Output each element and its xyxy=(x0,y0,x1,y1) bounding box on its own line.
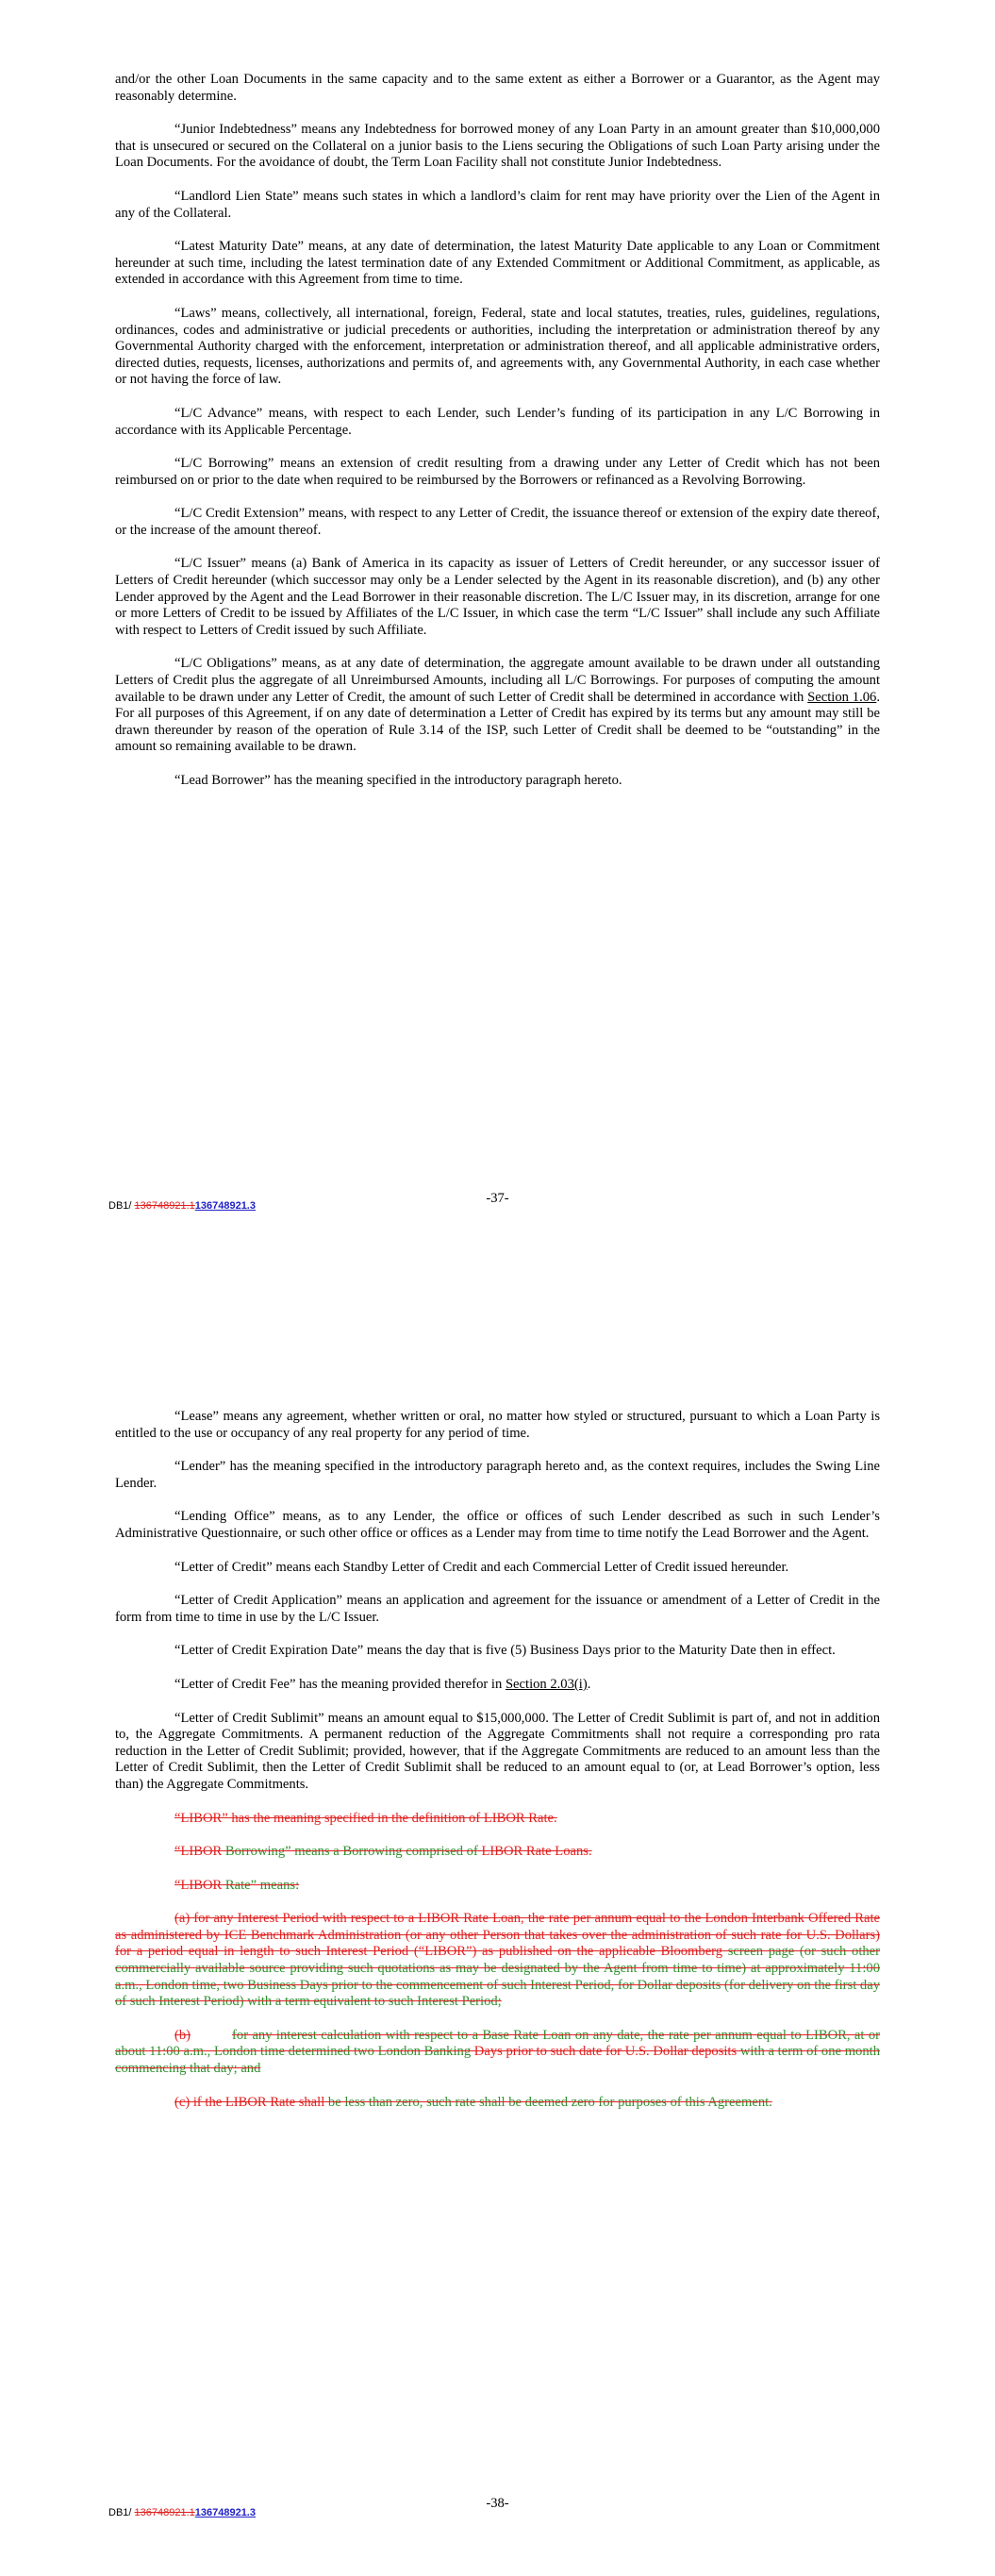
definition-lc-sublimit: “Letter of Credit Sublimit” means an amount equal to $15,000,000. The Letter of Credit Sublimit is part of, and not in addition to, the Aggregate Commitments. A permanent reduction of the Aggregate Commitments shall not require a corresponding pro rata reduction in the Letter of Credit Sublimit; provided, however, that if the Aggregate Commitments are reduced to an amount less than the Letter of Credit Sublimit, then the Letter of Credit Sublimit shall be reduced to an amount equal to (or, at Lead Borrower’s option, less than) the Aggregate Commitments. xyxy=(115,1710,880,1792)
definition-lc-application: “Letter of Credit Application” means an application and agreement for the issuance or amendment of a Letter of Credit in the form from time to time in use by the L/C Issuer. xyxy=(115,1593,880,1625)
page-38-body xyxy=(115,1409,880,2111)
deleted-clause-c xyxy=(115,2095,880,2112)
doc-prefix: DB1/ xyxy=(108,1200,135,1212)
lc-obligations-text-2: . For all purposes of this Agreement, if on any date of determination a Letter of Credit has expired by its terms but any amount may still be drawn thereunder by reason of the operation of Rule 3.14 of the ISP, such Letter of Credit shall be deemed to be “outstanding” in the amount so remaining available to be drawn. xyxy=(115,689,880,755)
doc-id-deleted: 136748921.1 xyxy=(134,1200,195,1212)
document-id xyxy=(108,2507,256,2518)
deleted-libor-definition: “LIBOR” has the meaning specified in the definition of LIBOR Rate. xyxy=(174,1810,557,1826)
definition-lc-borrowing: “L/C Borrowing” means an extension of credit resulting from a drawing under any Letter of Credit which has not been reimbursed on or prior to the date when required to be reimbursed by the Borrowers or refinanced as a Revolving Borrowing. xyxy=(115,456,880,488)
definition-latest-maturity-date: “Latest Maturity Date” means, at any date of determination, the latest Maturity Date applicable to any Loan or Commitment hereunder at such time, including the latest termination date of any Extended Commitment or Additional Commitment, as applicable, as extended in accordance with this Agreement from time to time. xyxy=(115,239,880,288)
section-reference: Section 1.06 xyxy=(807,689,877,705)
document-id xyxy=(108,1200,256,1212)
paragraph: and/or the other Loan Documents in the same capacity and to the same extent as either a Borrower or a Guarantor, as the Agent may reasonably determine. xyxy=(115,72,880,104)
deleted-text: Borrowing” means a Borrowing comprised of xyxy=(222,1844,482,1860)
deleted-text: LIBOR Rate Loans. xyxy=(481,1844,592,1860)
deleted-text: with a term of one month commencing that day; and xyxy=(115,2044,880,2077)
deleted-text: screen page (or such other commercially available source providing such quotations as may be designated by the Agent from time to time) at approximately 11:00 a.m., London time, two Business Days prior to the commencement of such Interest Period, for Dollar deposits (for delivery on the first day of such Interest Period) with a term equivalent to such Interest Period; xyxy=(115,1944,881,2010)
doc-id-inserted: 136748921.3 xyxy=(194,2507,256,2518)
definition-lc-credit-extension: “L/C Credit Extension” means, with respect to any Letter of Credit, the issuance thereof or extension of the expiry date thereof, or the increase of the amount thereof. xyxy=(115,506,880,538)
deleted-clause-a xyxy=(115,1911,880,2011)
definition-lead-borrower: “Lead Borrower” has the meaning specified in the introductory paragraph hereto. xyxy=(174,773,622,788)
lc-fee-text-2: . xyxy=(587,1676,591,1692)
deleted-text: “LIBOR xyxy=(174,1877,223,1893)
lc-obligations-text-1: “L/C Obligations” means, as at any date of determination, the aggregate amount available to be drawn under all outstanding Letters of Credit plus the aggregate of all Unreimbursed Amounts, including all L/C Borrowings. For purposes of computing the amount available to be drawn under any Letter of Credit, the amount of such Letter of Credit shall be determined in accordance with xyxy=(115,656,880,705)
deleted-clause-b xyxy=(115,2028,880,2078)
deleted-text: “LIBOR xyxy=(174,1844,223,1860)
deleted-text: be less than zero, such rate shall be deemed zero for purposes of this Agreement. xyxy=(324,2094,772,2110)
deleted-text: for any interest calculation with respect to a Base Rate Loan on any date, the rate per annum equal to LIBOR, at or about 11:00 a.m., London time determined two London Banking xyxy=(115,2027,880,2060)
deleted-text: Rate” means: xyxy=(222,1877,300,1893)
section-reference: Section 2.03(i) xyxy=(505,1676,588,1692)
doc-id-inserted: 136748921.3 xyxy=(194,1200,256,1212)
definition-junior-indebtedness: “Junior Indebtedness” means any Indebtedness for borrowed money of any Loan Party in an amount greater than $10,000,000 that is unsecured or secured on the Collateral on a junior basis to the Liens securing the Obligations of such Loan Party arising under the Loan Documents. For the avoidance of doubt, the Term Loan Facility shall not constitute Junior Indebtedness. xyxy=(115,122,880,171)
page-37-body xyxy=(115,72,880,790)
definition-laws: “Laws” means, collectively, all international, foreign, Federal, state and local statutes, treaties, rules, guidelines, regulations, ordinances, codes and administrative or judicial precedents or authorities, including the interpretation or administration thereof by any Governmental Authority charged with the enforcement, interpretation or administration thereof, and all applicable administrative orders, directed duties, requests, licenses, authorizations and permits of, and agreements with, any Governmental Authority, in each case whether or not having the force of law. xyxy=(115,305,880,388)
definition-lc-obligations xyxy=(115,656,880,756)
deleted-text: Days prior to such date for U.S. Dollar deposits xyxy=(471,2044,738,2060)
doc-prefix: DB1/ xyxy=(108,2507,135,2518)
lc-fee-text-1: “Letter of Credit Fee” has the meaning provided therefor in xyxy=(174,1676,506,1692)
definition-landlord-lien-state: “Landlord Lien State” means such states in which a landlord’s claim for rent may have priority over the Lien of the Agent in any of the Collateral. xyxy=(115,188,880,221)
deleted-libor-borrowing xyxy=(115,1844,880,1861)
definition-lc-issuer: “L/C Issuer” means (a) Bank of America in its capacity as issuer of Letters of Credit hereunder, or any successor issuer of Letters of Credit hereunder (which successor may only be a Lender selected by the Agent in its reasonable discretion), and (b) any other Lender approved by the Agent and the Lead Borrower in their reasonable discretion. The L/C Issuer may, in its discretion, arrange for one or more Letters of Credit to be issued by Affiliates of the L/C Issuer, in which case the term “L/C Issuer” shall include any such Affiliate with respect to Letters of Credit issued by such Affiliate. xyxy=(115,556,880,638)
deleted-libor-rate xyxy=(115,1878,880,1895)
clause-b-label: (b) xyxy=(174,2027,191,2043)
definition-lease: “Lease” means any agreement, whether written or oral, no matter how styled or structured, pursuant to which a Loan Party is entitled to the use or occupancy of any real property for any period of time. xyxy=(115,1409,880,1441)
definition-lc-expiration-date: “Letter of Credit Expiration Date” means the day that is five (5) Business Days prior to the Maturity Date then in effect. xyxy=(174,1643,836,1659)
definition-lending-office: “Lending Office” means, as to any Lender, the office or offices of such Lender described as such in such Lender’s Administrative Questionnaire, or such other office or offices as a Lender may from time to time notify the Lead Borrower and the Agent. xyxy=(115,1509,880,1541)
page-number: -37- xyxy=(486,1191,509,1206)
page-number: -38- xyxy=(486,2496,509,2511)
definition-lc-advance: “L/C Advance” means, with respect to each Lender, such Lender’s funding of its participation in any L/C Borrowing in accordance with its Applicable Percentage. xyxy=(115,405,880,438)
definition-letter-of-credit: “Letter of Credit” means each Standby Letter of Credit and each Commercial Letter of Credit issued hereunder. xyxy=(174,1559,789,1575)
definition-lender: “Lender” has the meaning specified in the introductory paragraph hereto and, as the context requires, includes the Swing Line Lender. xyxy=(115,1459,880,1491)
deleted-text: (a) for any Interest Period with respect to a LIBOR Rate Loan, the rate per annum equal to the London Interbank Offered Rate as administered by ICE Benchmark Administration (or any other Person that takes over the administration of such rate for U.S. Dollars) for a period equal in length to such Interest Period (“LIBOR”) as published on the applicable Bloomberg xyxy=(115,1911,880,1960)
deleted-text: (c) if the LIBOR Rate shall xyxy=(174,2094,325,2110)
definition-lc-fee xyxy=(115,1677,880,1694)
doc-id-deleted: 136748921.1 xyxy=(134,2507,195,2518)
